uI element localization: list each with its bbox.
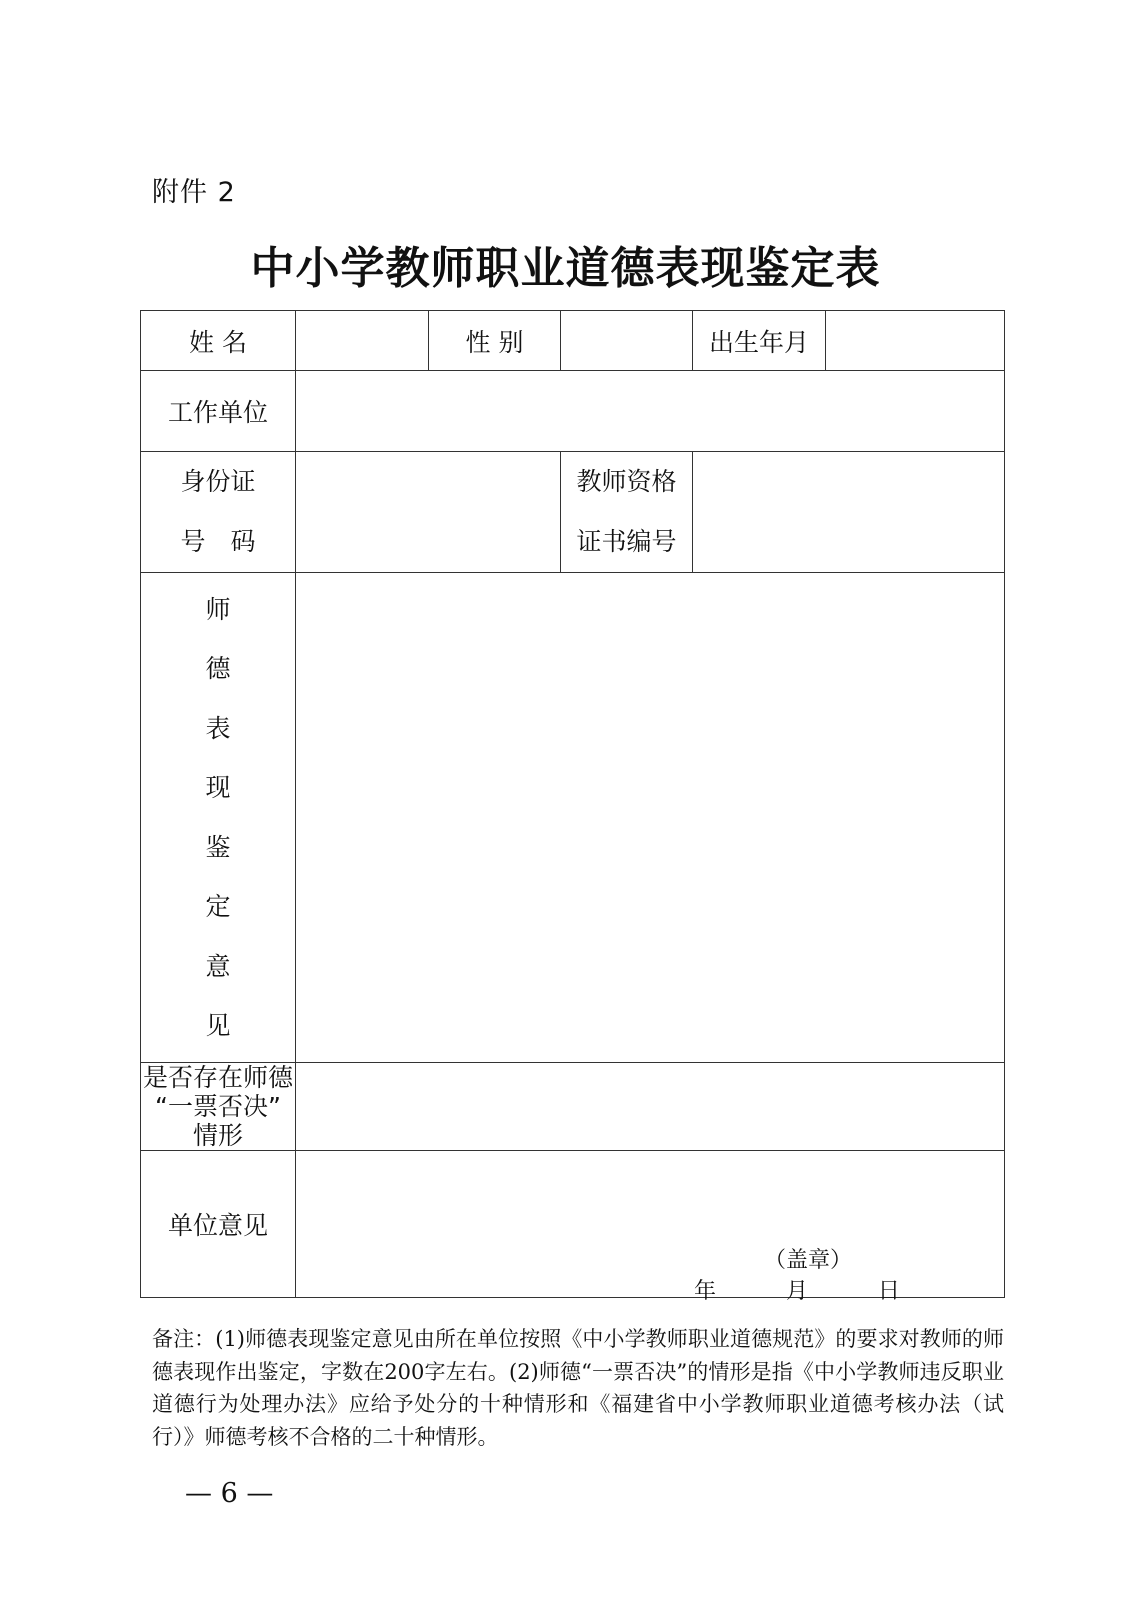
work-unit-field[interactable] xyxy=(296,371,1005,452)
evaluation-label-char: 鉴 xyxy=(205,832,231,862)
veto-field[interactable] xyxy=(296,1063,1005,1151)
id-number-label xyxy=(141,452,296,573)
birth-label: 出生年月 xyxy=(693,311,826,371)
veto-label-line1: 是否存在师德 xyxy=(142,1063,293,1092)
evaluation-label-char: 表 xyxy=(205,713,231,743)
gender-field[interactable] xyxy=(561,311,693,371)
page-title: 中小学教师职业道德表现鉴定表 xyxy=(250,243,881,294)
cert-number-field[interactable] xyxy=(693,452,1005,573)
gender-label: 性 别 xyxy=(429,311,561,371)
work-unit-label: 工作单位 xyxy=(141,371,296,452)
notes: 备注：(1)师德表现鉴定意见由所在单位按照《中小学教师职业道德规范》的要求对教师的师德表现作出鉴定，字数在200字左右。(2)师德“一票否决”的情形是指《中小学教师违反职业道德行为处理办法》应给予处分的十种情形和《福建省中小学教师职业道德考核办法（试行）》师德考核不合格的二十种情形。 xyxy=(152,1327,1004,1449)
evaluation-label-char: 意 xyxy=(205,951,231,981)
name-field[interactable] xyxy=(296,311,429,371)
date-year: 年 xyxy=(694,1279,717,1304)
id-label-line1: 身份证 xyxy=(180,467,256,496)
id-number-field[interactable] xyxy=(296,452,561,573)
evaluation-field[interactable] xyxy=(296,573,1005,1063)
name-label: 姓 名 xyxy=(141,311,296,371)
page-number: — 6 — xyxy=(185,1478,274,1509)
birth-field[interactable] xyxy=(826,311,1005,371)
evaluation-label-char: 师 xyxy=(205,594,231,624)
evaluation-label-char: 定 xyxy=(205,892,231,921)
cert-label-line1: 教师资格 xyxy=(576,467,677,496)
evaluation-label xyxy=(141,573,296,1063)
attachment-label: 附件 2 xyxy=(152,177,236,208)
id-label-line2: 号 码 xyxy=(180,527,256,556)
evaluation-label-char: 见 xyxy=(205,1011,231,1040)
unit-opinion-label: 单位意见 xyxy=(141,1151,296,1298)
veto-label-line2: “一票否决” xyxy=(155,1092,281,1121)
evaluation-label-char: 现 xyxy=(205,773,231,802)
evaluation-label-char: 德 xyxy=(205,654,231,683)
unit-opinion-field[interactable] xyxy=(296,1151,1005,1304)
date-month: 月 xyxy=(785,1279,808,1304)
cert-label-line2: 证书编号 xyxy=(576,527,677,556)
date-line xyxy=(694,1274,900,1305)
date-day: 日 xyxy=(877,1279,900,1304)
stamp-text: （盖章） xyxy=(764,1248,853,1273)
cert-number-label xyxy=(561,452,693,573)
veto-label xyxy=(141,1063,296,1151)
veto-label-line3: 情形 xyxy=(192,1121,243,1150)
evaluation-form-table xyxy=(140,310,1005,1304)
